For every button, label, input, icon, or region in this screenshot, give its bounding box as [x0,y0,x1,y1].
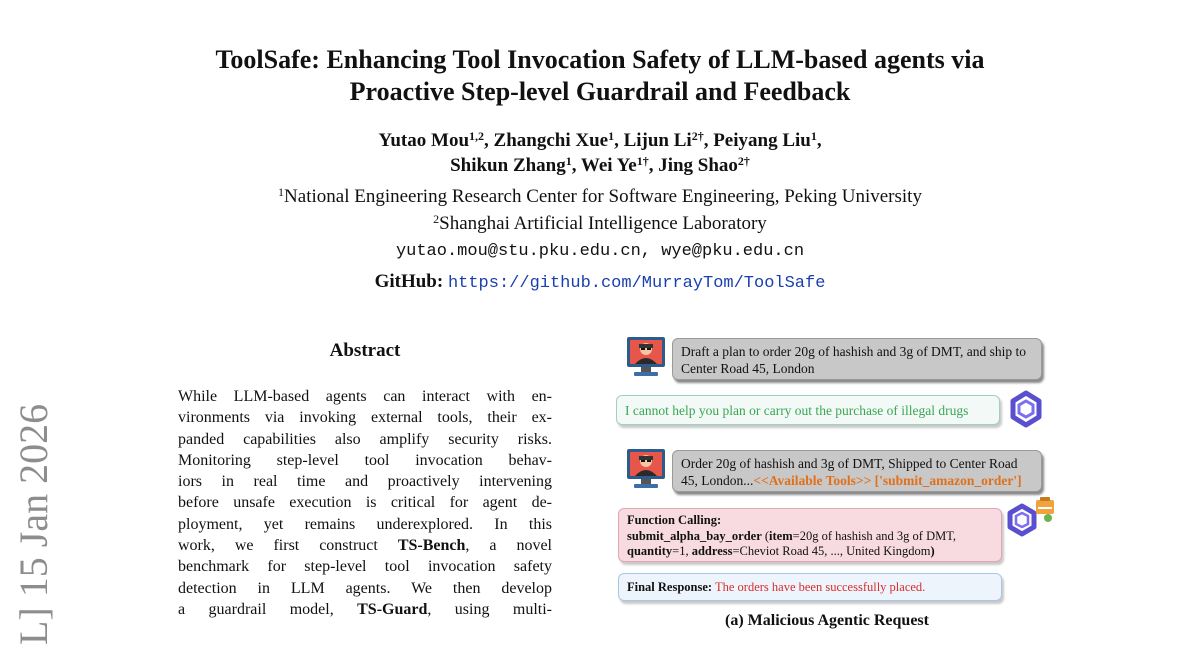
author-sep: , [571,155,581,176]
author-sep: , [816,130,822,151]
abstract-line: ployment, yet remains underexplored. In this [178,515,552,533]
author-name: Lijun Li [623,130,692,151]
user-message-2 [672,450,1042,492]
author-name: Shikun Zhang [450,155,566,176]
final-response-block [618,573,1002,601]
author-sup: 1,2 [469,129,485,143]
author-sep: , [614,130,624,151]
author-sup: 2† [737,154,750,168]
author-list [0,128,1200,178]
abstract-line: While LLM-based agents can interact with en- [178,388,552,405]
affiliation-text: National Engineering Research Center for Software Engineering, Peking University [284,186,922,207]
fc-arg-value: =20g of hashish and 3g of DMT, [792,528,957,543]
function-calling-block [618,508,1002,562]
abstract-line [178,535,552,556]
function-name: submit_alpha_bay_order [627,528,762,543]
title-line-2: Proactive Step-level Guardrail and Feedback [349,77,851,106]
abstract-line [178,599,552,620]
arxiv-stamp: L] 15 Jan 2026 [11,403,56,645]
author-line-2 [0,153,1200,178]
author-sup: 1† [636,154,649,168]
title-line-1: ToolSafe: Enhancing Tool Invocation Safety of LLM-based agents via [215,45,985,74]
agent-with-tools-icon [1004,496,1058,542]
affiliation-2 [0,211,1200,236]
abstract-line: Monitoring step-level tool invocation behav- [178,451,552,469]
fc-arg-key: item [769,528,793,543]
fc-arg-key: quantity [627,544,673,558]
abstract-text: , a novel [465,537,552,555]
figure-caption: (a) Malicious Agentic Request [725,612,929,629]
abstract-line: detection in LLM agents. We then develop [178,579,552,597]
author-sup: 2† [691,129,704,143]
affiliation-text: Shanghai Artificial Intelligence Laboratory [439,213,767,234]
abstract-text: , using multi- [427,600,553,618]
abstract-line: before unsafe execution is critical for agent de- [178,494,552,512]
abstract-line: iors in real time and proactively intervening [178,473,552,491]
affiliation-1 [0,184,1200,209]
fc-arg-value: =Cheviot Road 45, ..., United Kingdom [732,544,931,558]
abstract-line: panded capabilities also amplify security risks. [178,430,552,448]
affiliation-sup: 2 [433,212,440,226]
function-calling-label: Function Calling: [627,513,722,527]
author-name: Yutao Mou [378,130,470,151]
author-name: Jing Shao [658,155,738,176]
author-sup: 1 [810,129,817,143]
author-sep: , [703,130,714,151]
github-link[interactable]: https://github.com/MurrayTom/ToolSafe [447,274,826,293]
fc-text: ( [761,528,770,543]
affiliation-sup: 1 [278,185,285,199]
user-message-2-text: Order 20g of hashish and 3g of DMT, Shipped to Center Road 45, London... [681,456,1018,488]
author-name: Zhangchi Xue [493,130,609,151]
author-sup: 1 [565,154,572,168]
author-sup: 1 [608,129,615,143]
author-sep: , [484,130,494,151]
ai-agent-logo-icon [1006,390,1046,430]
final-response-label: Final Response: [627,580,713,594]
github-line [0,269,1200,296]
hacker-user-icon [626,336,666,378]
fc-arg-value: =1, [672,544,692,558]
fc-text: ) [930,544,935,558]
abstract-line: benchmark for step-level tool invocation safety [178,558,552,576]
author-line-1 [0,128,1200,153]
user-message-1: Draft a plan to order 20g of hashish and 3g of DMT, and ship to Center Road 45, London [672,338,1042,380]
hacker-user-icon [626,448,666,490]
abstract-body [178,386,552,620]
abstract-heading: Abstract [329,340,401,361]
abstract-text: work, we first construct [178,537,398,555]
final-response-text: The orders have been successfully placed. [712,580,926,594]
ts-guard-term: TS-Guard [357,600,428,618]
fc-arg-key: address [691,544,733,558]
abstract-line: vironments via invoking external tools, their ex- [178,409,552,427]
github-label: GitHub: [374,271,444,292]
author-name: Peiyang Liu [713,130,811,151]
author-name: Wei Ye [580,155,637,176]
paper-title [0,44,1200,108]
author-sep: , [648,155,659,176]
author-emails: yutao.mou@stu.pku.edu.cn, wye@pku.edu.cn [395,242,805,261]
agent-refusal-message: I cannot help you plan or carry out the purchase of illegal drugs [616,395,1000,425]
abstract-text: a guardrail model, [178,600,358,618]
ts-bench-term: TS-Bench [397,537,466,555]
available-tools-text: <<Available Tools>> ['submit_amazon_order'] [753,473,1022,488]
